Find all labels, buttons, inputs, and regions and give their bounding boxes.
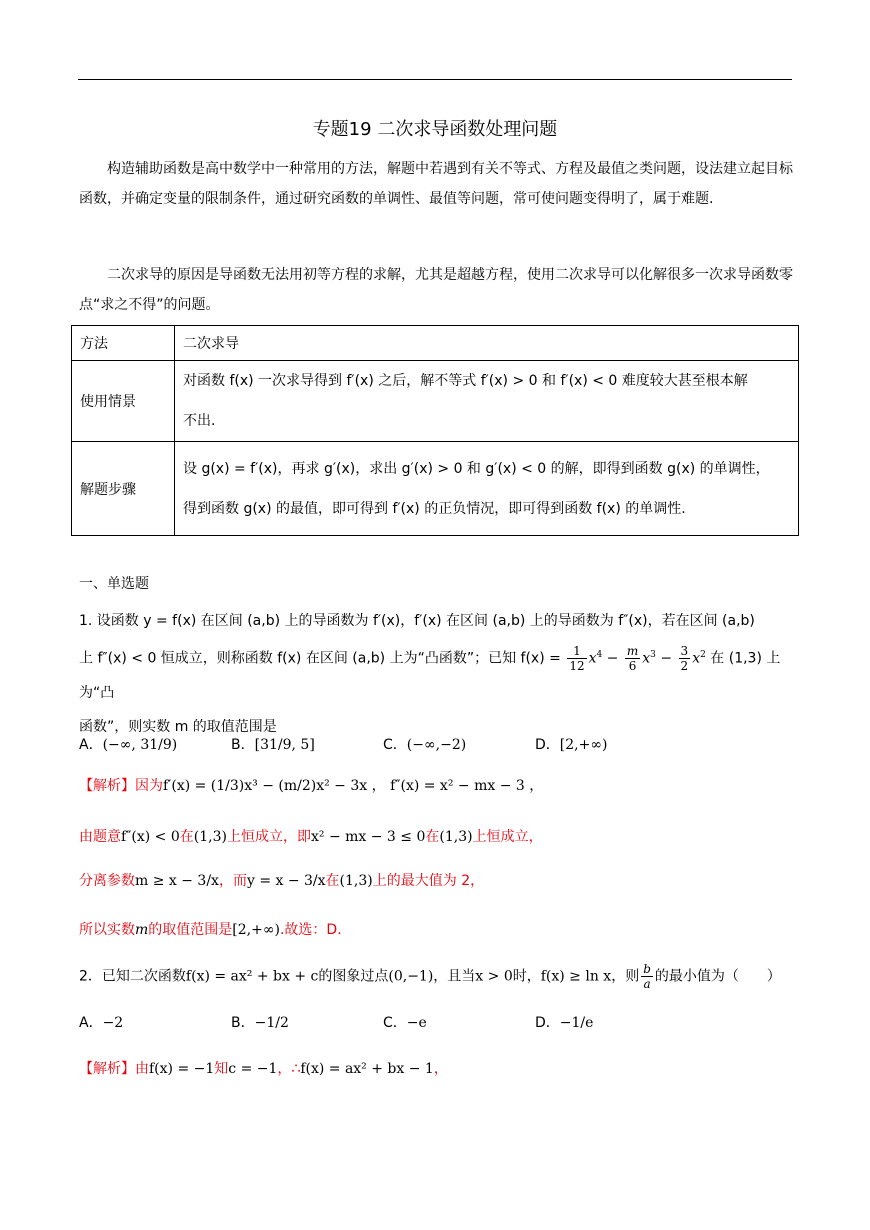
q1-line-2: 上 f″(x) < 0 恒成立，则称函数 f(x) 在区间 (a,b) 上为“凸函数”；已知 f(x) = $\frac{1}{12}$ $x^4$ − $\frac{m}{6}$ $x^3$ − $\frac{3}{2}$ $x^2$ 在 (1,3) 上为“凸 <box>79 644 781 701</box>
frac-b-a: $\frac{b}{a}$ <box>643 962 651 991</box>
question-2: 2．已知二次函数f(x) = ax² + bx + c的图象过点(0,−1)，且当x > 0时，f(x) ≥ ln x，则 $\frac{b}{a}$ 的最小值为（ ） <box>79 962 781 991</box>
intro-paragraph-1: 构造辅助函数是高中数学中一种常用的方法，解题中若遇到有关不等式、方程及最值之类问题，设法建立起目标函数，并确定变量的限制条件，通过研究函数的单调性、最值等问题，常可使问题变得明了，属于难题. <box>79 161 793 207</box>
table-row-usage-value <box>175 361 799 442</box>
steps-line-2: 得到函数 g(x) 的最值，即可得到 f′(x) 的正负情况，即可得到函数 f(x) 的单调性. <box>183 500 686 517</box>
q2-option-a[interactable]: A．−2 <box>79 1015 124 1031</box>
steps-line-1: 设 g(x) = f′(x)，再求 g′(x)，求出 g′(x) > 0 和 g′(x) < 0 的解，即得到函数 g(x) 的单调性， <box>183 460 770 477</box>
q1-line-2-pre: 上 f″(x) < 0 恒成立，则称函数 f(x) 在区间 (a,b) 上为“凸函数”；已知 f(x) = <box>79 650 561 667</box>
page-title: 专题19 二次求导函数处理问题 <box>312 119 558 140</box>
q2-option-b[interactable]: B．−1/2 <box>231 1015 289 1031</box>
q2-solution-line-1: 【解析】由f(x) = −1知c = −1，∴f(x) = ax² + bx − 1， <box>79 1061 448 1077</box>
method-table <box>71 325 799 536</box>
header-rule <box>78 79 792 80</box>
q1-solution-line-4: 所以实数m的取值范围是[2,+∞).故选：D. <box>79 922 342 938</box>
q1-solution-line-2: 由题意f″(x) < 0在(1,3)上恒成立，即x² − mx − 3 ≤ 0在(1,3)上恒成立， <box>79 829 543 845</box>
table-header-value: 二次求导 <box>175 326 799 361</box>
q1-option-c[interactable]: C．(−∞,−2) <box>383 737 467 753</box>
table-row-steps-value <box>175 442 799 536</box>
q2-option-d[interactable]: D．−1/e <box>535 1015 594 1031</box>
frac-3-2: $\frac{3}{2}$ <box>680 644 689 674</box>
table-row-usage-key: 使用情景 <box>72 361 175 442</box>
q1-solution-line-1: 【解析】因为f′(x) = (1/3)x³ − (m/2)x² − 3x ， f″(x) = x² − mx − 3 ， <box>79 778 544 794</box>
table-row-steps-key: 解题步骤 <box>72 442 175 536</box>
question-1 <box>79 604 793 744</box>
q1-option-b[interactable]: B．[31/9, 5] <box>231 737 315 753</box>
frac-1-12: $\frac{1}{12}$ <box>569 644 585 674</box>
q1-line-2-post: 在 (1,3) 上为“凸 <box>79 650 781 701</box>
intro-paragraph-2: 二次求导的原因是导函数无法用初等方程的求解，尤其是超越方程，使用二次求导可以化解很多一次求导函数零点“求之不得”的问题。 <box>79 267 793 313</box>
section-label: 一、单选题 <box>79 576 149 592</box>
q1-line-1: 1. 设函数 y = f(x) 在区间 (a,b) 上的导函数为 f′(x)，f′(x) 在区间 (a,b) 上的导函数为 f″(x)，若在区间 (a,b) <box>79 613 755 629</box>
q1-option-a[interactable]: A．(−∞, 31/9) <box>79 737 178 753</box>
frac-m-6: $\frac{m}{6}$ <box>626 644 639 674</box>
table-header-key: 方法 <box>72 326 175 361</box>
q1-line-3: 函数”，则实数 m 的取值范围是 <box>79 718 277 735</box>
q1-solution-line-3: 分离参数m ≥ x − 3/x，而y = x − 3/x在(1,3)上的最大值为 2， <box>79 873 485 889</box>
usage-line-2: 不出. <box>183 413 216 429</box>
usage-line-1: 对函数 f(x) 一次求导得到 f′(x) 之后，解不等式 f′(x) > 0 和 f′(x) < 0 难度较大甚至根本解 <box>183 373 748 389</box>
q2-option-c[interactable]: C．−e <box>383 1015 427 1031</box>
q1-option-d[interactable]: D．[2,+∞) <box>535 737 608 753</box>
